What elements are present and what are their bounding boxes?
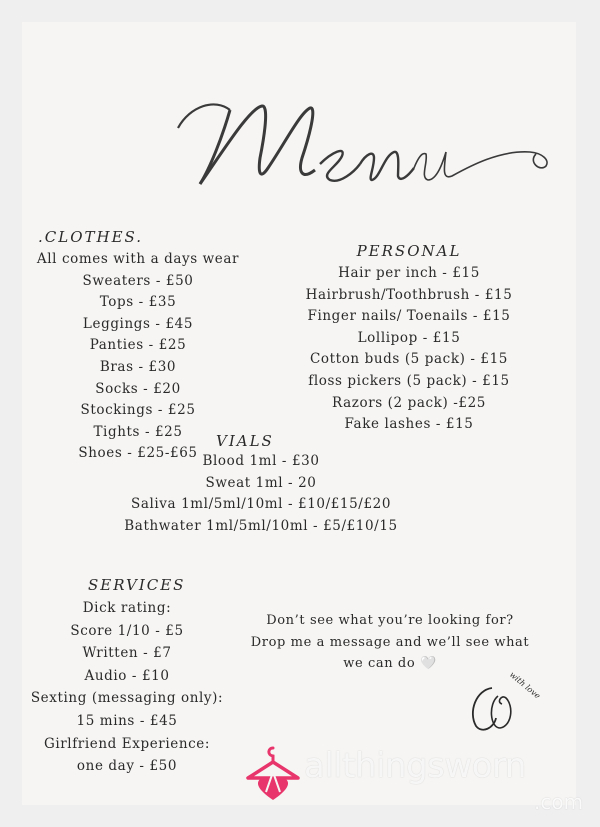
personal-item: Hairbrush/Toothbrush - £15: [305, 286, 513, 303]
services-item: one day - £50: [76, 758, 178, 775]
personal-item: Razors (2 pack) -£25: [332, 394, 486, 411]
services-item: Dick rating:: [82, 600, 172, 616]
clothes-section: [28, 228, 248, 465]
services-item: Sexting (messaging only):: [30, 690, 224, 707]
services-heading: SERVICES: [88, 576, 186, 594]
note-line: Don’t see what you’re looking for?: [266, 613, 514, 628]
signature-caption: with love: [507, 669, 542, 701]
vials-section: [120, 432, 402, 537]
signature-monogram: [462, 668, 542, 744]
clothes-item: Bras - £30: [99, 358, 177, 375]
menu-title: [170, 88, 560, 198]
services-item: Audio - £10: [84, 667, 170, 684]
services-item: Score 1/10 - £5: [70, 622, 184, 639]
personal-item: floss pickers (5 pack) - £15: [308, 372, 510, 389]
clothes-item: Leggings - £45: [82, 315, 194, 332]
vials-item: Bathwater 1ml/5ml/10ml - £5/£10/15: [124, 517, 398, 534]
personal-heading: PERSONAL: [356, 242, 462, 260]
personal-item: Lollipop - £15: [357, 329, 461, 346]
personal-item: Fake lashes - £15: [344, 416, 474, 433]
clothes-item: Tops - £35: [99, 294, 177, 311]
vials-item: Saliva 1ml/5ml/10ml - £10/£15/£20: [130, 496, 392, 513]
clothes-item: Tights - £25: [93, 423, 183, 440]
services-item: Written - £7: [82, 645, 172, 662]
vials-item: Blood 1ml - £30: [202, 453, 320, 469]
watermark-brand: allthingsworn: [304, 746, 526, 786]
clothes-item: Shoes - £25-£65: [78, 445, 198, 462]
clothes-item: Stockings - £25: [80, 402, 196, 419]
clothes-item: Socks - £20: [95, 380, 181, 397]
clothes-item: Sweaters - £50: [82, 272, 194, 289]
personal-item: Finger nails/ Toenails - £15: [307, 308, 511, 325]
services-section: [22, 576, 232, 778]
personal-item: Cotton buds (5 pack) - £15: [310, 351, 508, 368]
note-line: we can do 🤍: [343, 656, 437, 671]
personal-section: [296, 242, 522, 436]
services-item: Girlfriend Experience:: [43, 735, 211, 752]
note-line: Drop me a message and we’ll see what: [250, 634, 530, 650]
clothes-item: All comes with a days wear: [36, 251, 240, 267]
contact-note: [240, 610, 540, 675]
clothes-heading: .CLOTHES.: [38, 228, 144, 246]
vials-item: Sweat 1ml - 20: [205, 474, 317, 491]
services-item: 15 mins - £45: [76, 712, 178, 729]
hanger-heart-icon: [244, 742, 302, 802]
clothes-item: Panties - £25: [89, 337, 187, 354]
vials-heading: VIALS: [216, 432, 274, 450]
watermark-suffix: .com: [534, 790, 584, 814]
personal-item: Hair per inch - £15: [338, 265, 480, 281]
